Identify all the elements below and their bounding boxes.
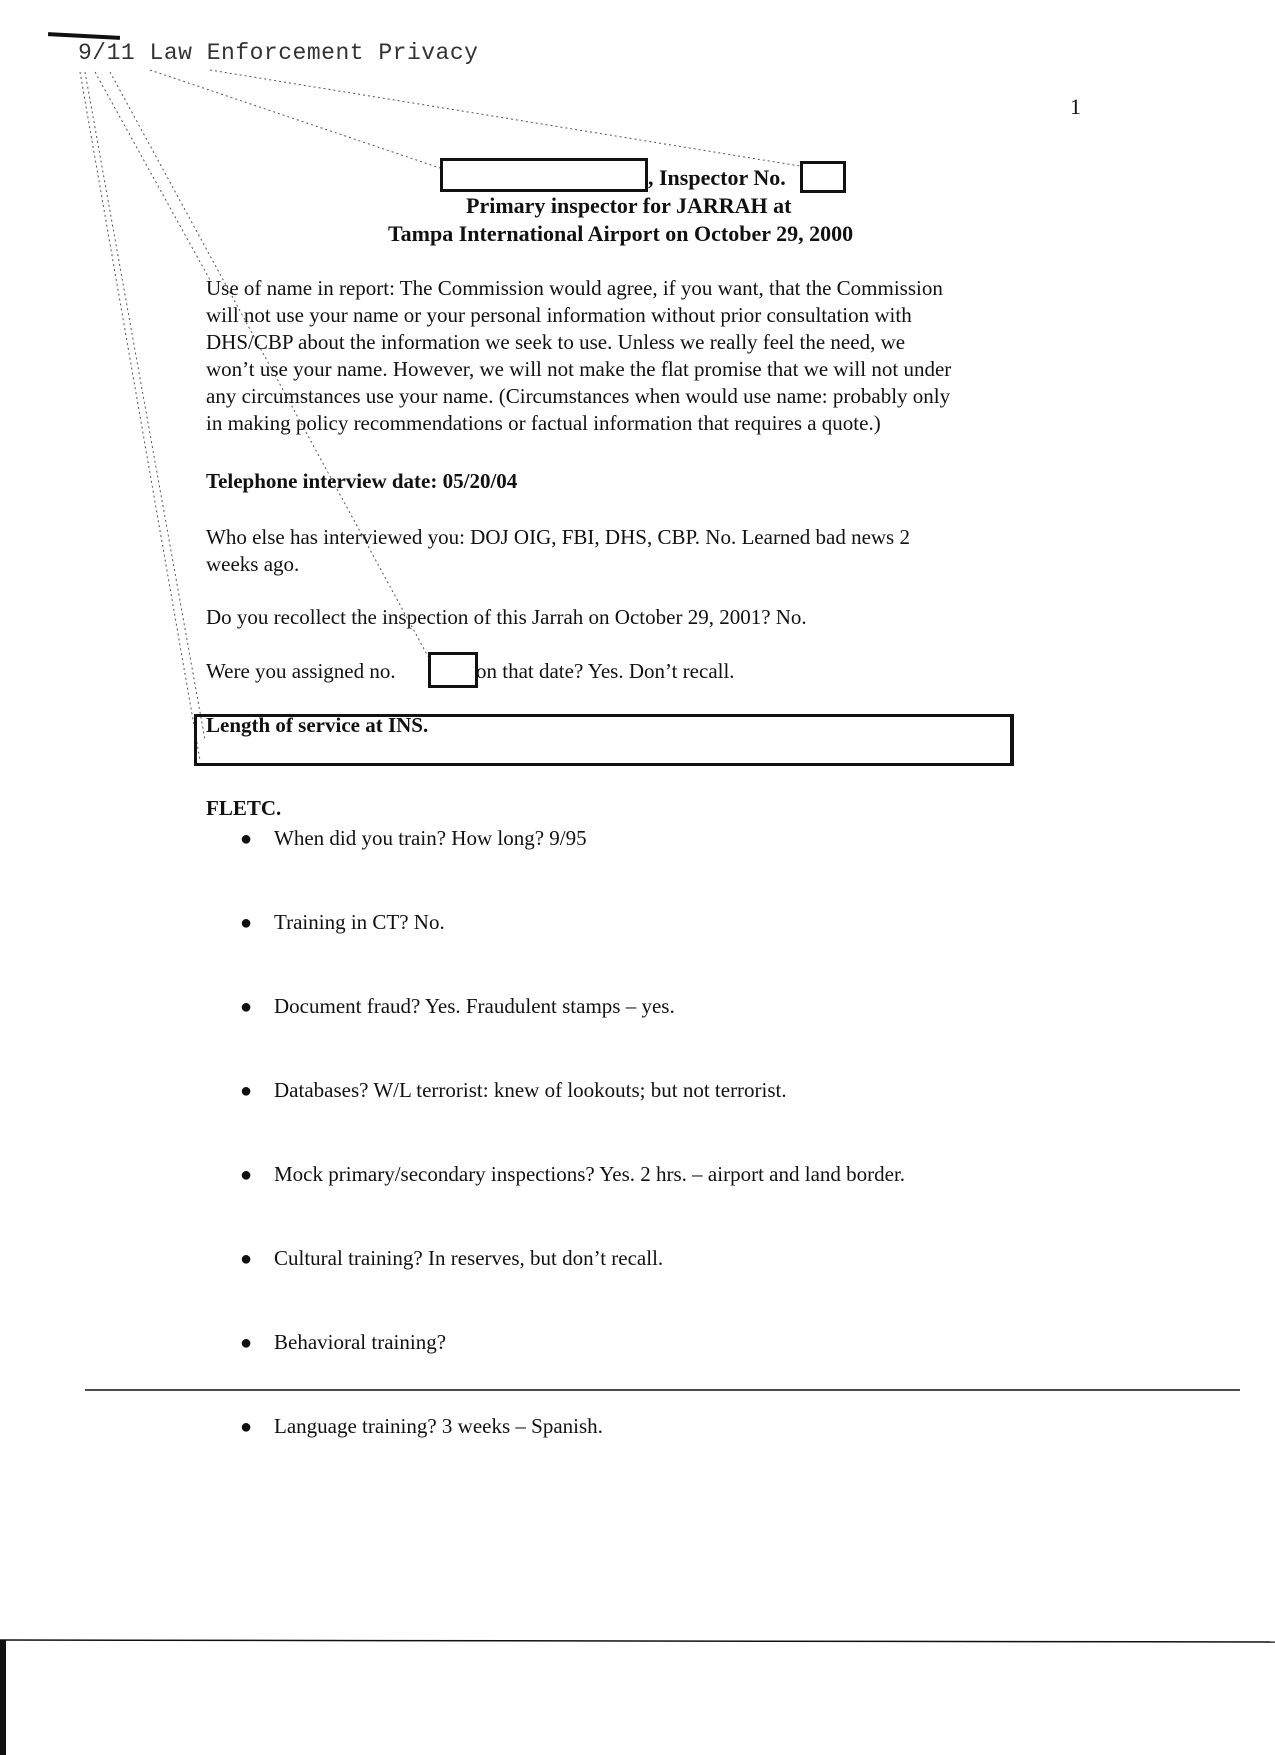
- fletc-heading: FLETC.: [206, 796, 282, 820]
- bullet-icon: ●: [240, 1248, 253, 1270]
- header-line-2: Primary inspector for JARRAH at: [466, 193, 792, 218]
- assigned-suffix: on that date? Yes. Don’t recall.: [476, 659, 735, 683]
- paragraph-line: Use of name in report: The Commission would agree, if you want, that the Commission: [206, 276, 943, 300]
- paragraph-line: any circumstances use your name. (Circumstances when would use name: probably only: [206, 384, 951, 408]
- paragraph-line: weeks ago.: [206, 552, 300, 576]
- interview-date: Telephone interview date: 05/20/04: [206, 469, 518, 493]
- inspector-label: , Inspector No.: [648, 165, 786, 190]
- bullet-icon: ●: [240, 1164, 253, 1186]
- paragraph-line: DHS/CBP about the information we seek to use. Unless we really feel the need, we: [206, 330, 906, 354]
- list-item: ● Cultural training? In reserves, but don’t recall.: [240, 1246, 664, 1270]
- paragraph-line: won’t use your name. However, we will not make the flat promise that we will not under: [206, 357, 952, 381]
- bullet-icon: ●: [240, 828, 253, 850]
- inspector-number-redaction: [800, 161, 846, 193]
- page-number: 1: [1070, 94, 1081, 119]
- bullet-icon: ●: [240, 1332, 253, 1354]
- list-item: ● Mock primary/secondary inspections? Yes. 2 hrs. – airport and land border.: [240, 1162, 906, 1186]
- assignment-redaction: [428, 652, 478, 688]
- bullet-icon: ●: [240, 912, 253, 934]
- assigned-prefix: Were you assigned no.: [206, 659, 396, 683]
- who-else-paragraph: [206, 524, 910, 578]
- bullet-icon: ●: [240, 1416, 253, 1438]
- list-item: ● Language training? 3 weeks – Spanish.: [240, 1414, 603, 1438]
- paragraph-line: will not use your name or your personal information without prior consultation with: [206, 303, 912, 327]
- list-item: ● Document fraud? Yes. Fraudulent stamps – yes.: [240, 994, 675, 1018]
- recollect-question: Do you recollect the inspection of this Jarrah on October 29, 2001? No.: [206, 605, 807, 629]
- list-item: ● Behavioral training?: [240, 1330, 447, 1354]
- bullet-icon: ●: [240, 996, 253, 1018]
- name-redaction: [440, 158, 648, 192]
- header-line-3: Tampa International Airport on October 29, 2000: [388, 221, 854, 246]
- paragraph-line: Who else has interviewed you: DOJ OIG, FBI, DHS, CBP. No. Learned bad news 2: [206, 525, 910, 549]
- paragraph-line: in making policy recommendations or factual information that requires a quote.): [206, 411, 881, 435]
- bullet-icon: ●: [240, 1080, 253, 1102]
- use-of-name-paragraph: [206, 275, 951, 437]
- privacy-stamp: 9/11 Law Enforcement Privacy: [78, 40, 479, 66]
- list-item: ● Databases? W/L terrorist: knew of lookouts; but not terrorist.: [240, 1078, 787, 1102]
- length-of-service: Length of service at INS.: [206, 713, 429, 737]
- length-of-service-redaction: [194, 714, 1014, 766]
- list-item: ● When did you train? How long? 9/95: [240, 826, 587, 850]
- list-item: ● Training in CT? No.: [240, 910, 445, 934]
